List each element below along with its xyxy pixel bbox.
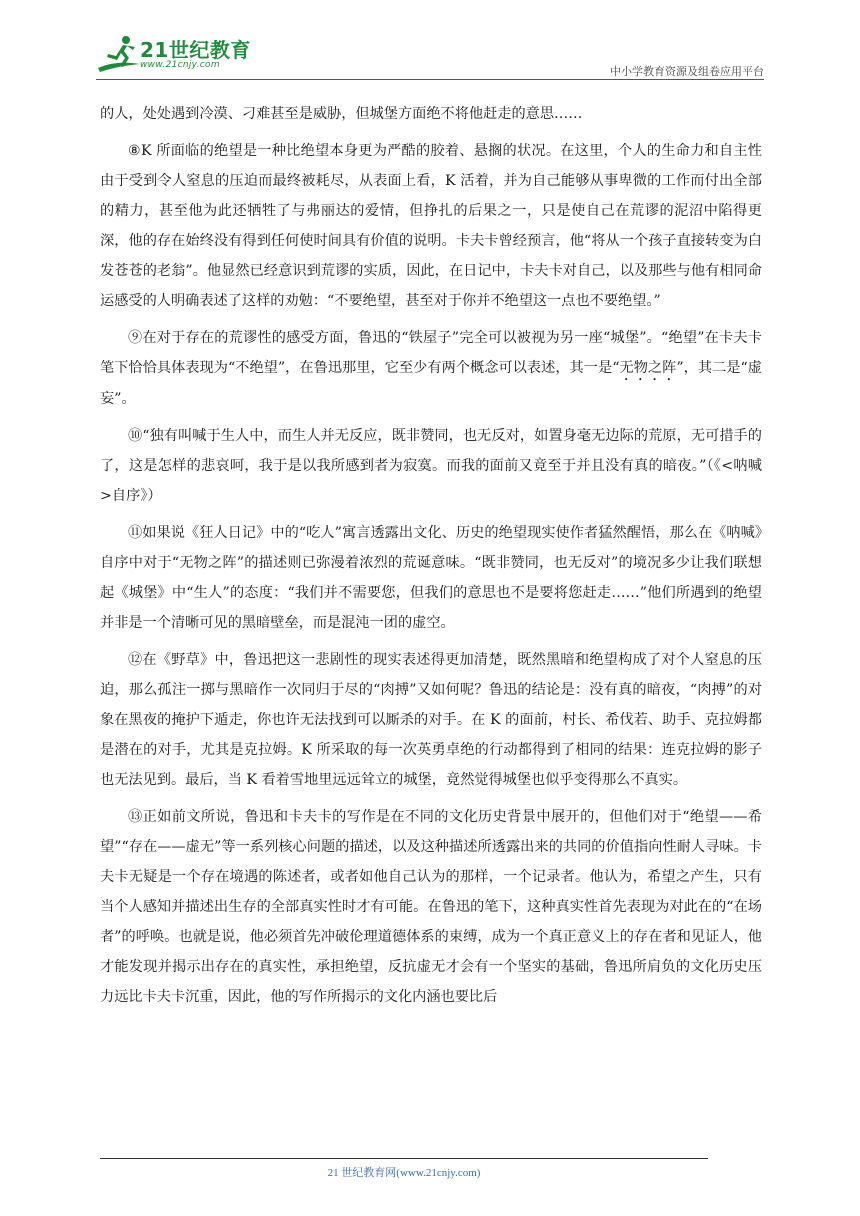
paragraph: 的人，处处遇到冷漠、刁难甚至是威胁，但城堡方面绝不将他赶走的意思…… [100,106,583,122]
footer-divider [100,1158,708,1159]
runner-logo-icon [96,34,142,74]
paragraph-text: ”，其二是“虚妄”。 [100,360,762,407]
paragraph: ⑫在《野草》中，鲁迅把这一悲剧性的现实表述得更加清楚，既然黑暗和绝望构成了对个人窒息的压迫，那么孤注一掷与黑暗作一次同归于尽的“肉搏”又如何呢？鲁迅的结论是：没有真的暗夜，“肉搏”的对象在黑夜的掩护下遁走，你也许无法找到可以厮杀的对手。在 K 的面前，村长、希伐若、助手、克拉姆都是潜在的对手，尤其是克拉姆。K 所采取的每一次英勇卓绝的行动都得到了相同的结果：连克拉姆的影子也无法见到。最后，当 K 看着雪地里远远耸立的城堡，竟然觉得城堡也似乎变得那么不真实。 [100,652,763,788]
paragraph-text: ⑨在对于存在的荒谬性的感受方面，鲁迅的“铁屋子”完全可以被视为另一座“城堡”。“绝望”在卡夫卡笔下恰恰具体表现为“不绝望”，在鲁迅那里，它至少有两个概念可以表述，其一是“ [100,330,762,376]
site-logo[interactable] [96,30,266,76]
paragraph: ⑪如果说《狂人日记》中的“吃人”寓言透露出文化、历史的绝望现实使作者猛然醒悟，那么在《呐喊》自序中对于“无物之阵”的描述则已弥漫着浓烈的荒诞意味。“既非赞同，也无反对”的境况多少让我们联想起《城堡》中“生人”的态度：“我们并不需要您，但我们的意思也不是要将您赶走……”他们所遇到的绝望并非是一个清晰可见的黑暗壁垒，而是混沌一团的虚空。 [100,525,762,631]
header-divider [96,79,764,80]
logo-text: 21世纪教育 [140,38,251,62]
paragraph [100,323,762,414]
paragraph: ⑧K 所面临的绝望是一种比绝望本身更为严酷的胶着、悬搁的状况。在这里，个人的生命力和自主性由于受到令人窒息的压迫而最终被耗尽，从表面上看，K 活着，并为自己能够从事卑微的工作而付出全部的精力，甚至他为此还牺牲了与弗丽达的爱情，但挣扎的后果之一，只是使自己在荒谬的泥沼中陷得更深，他的存在始终没有得到任何使时间具有价值的说明。卡夫卡曾经预言，他“将从一个孩子直接转变为白发苍苍的老翁”。他显然已经意识到荒谬的实质，因此，在日记中，卡夫卡对自己，以及那些与他有相同命运感受的人明确表述了这样的劝勉：“不要绝望，甚至对于你并不绝望这一点也不要绝望。” [100,143,762,309]
paragraph: ⑬正如前文所说，鲁迅和卡夫卡的写作是在不同的文化历史背景中展开的，但他们对于“绝望——希望”“存在——虚无”等一系列核心问题的描述，以及这种描述所透露出来的共同的价值指向性耐人寻味。卡夫卡无疑是一个存在境遇的陈述者，或者如他自己认为的那样，一个记录者。他认为，希望之产生，只有当个人感知并描述出生存的全部真实性时才有可能。在鲁迅的笔下，这种真实性首先表现为对此在的“在场者”的呼唤。也就是说，他必须首先冲破伦理道德体系的束缚，成为一个真正意义上的存在者和见证人，他才能发现并揭示出存在的真实性，承担绝望，反抗虚无才会有一个坚实的基础，鲁迅所肩负的文化历史压力远比卡夫卡沉重，因此，他的写作所揭示的文化内涵也要比后 [100,809,762,1005]
page-header [96,30,764,80]
platform-name: 中小学教育资源及组卷应用平台 [610,65,764,78]
footer-link[interactable]: 21 世纪教育网(www.21cnjy.com) [327,1167,481,1179]
paragraph: ⑩“独有叫喊于生人中，而生人并无反应，既非赞同，也无反对，如置身毫无边际的荒原，无可措手的了，这是怎样的悲哀呵，我于是以我所感到者为寂寞。而我的面前又竟至于并且没有真的暗夜。”（《<呐喊>自序》） [100,428,762,504]
logo-url: www.21cnjy.com [140,60,220,70]
article-body [100,99,762,1019]
emphasized-phrase: 无物之阵 [619,360,677,376]
